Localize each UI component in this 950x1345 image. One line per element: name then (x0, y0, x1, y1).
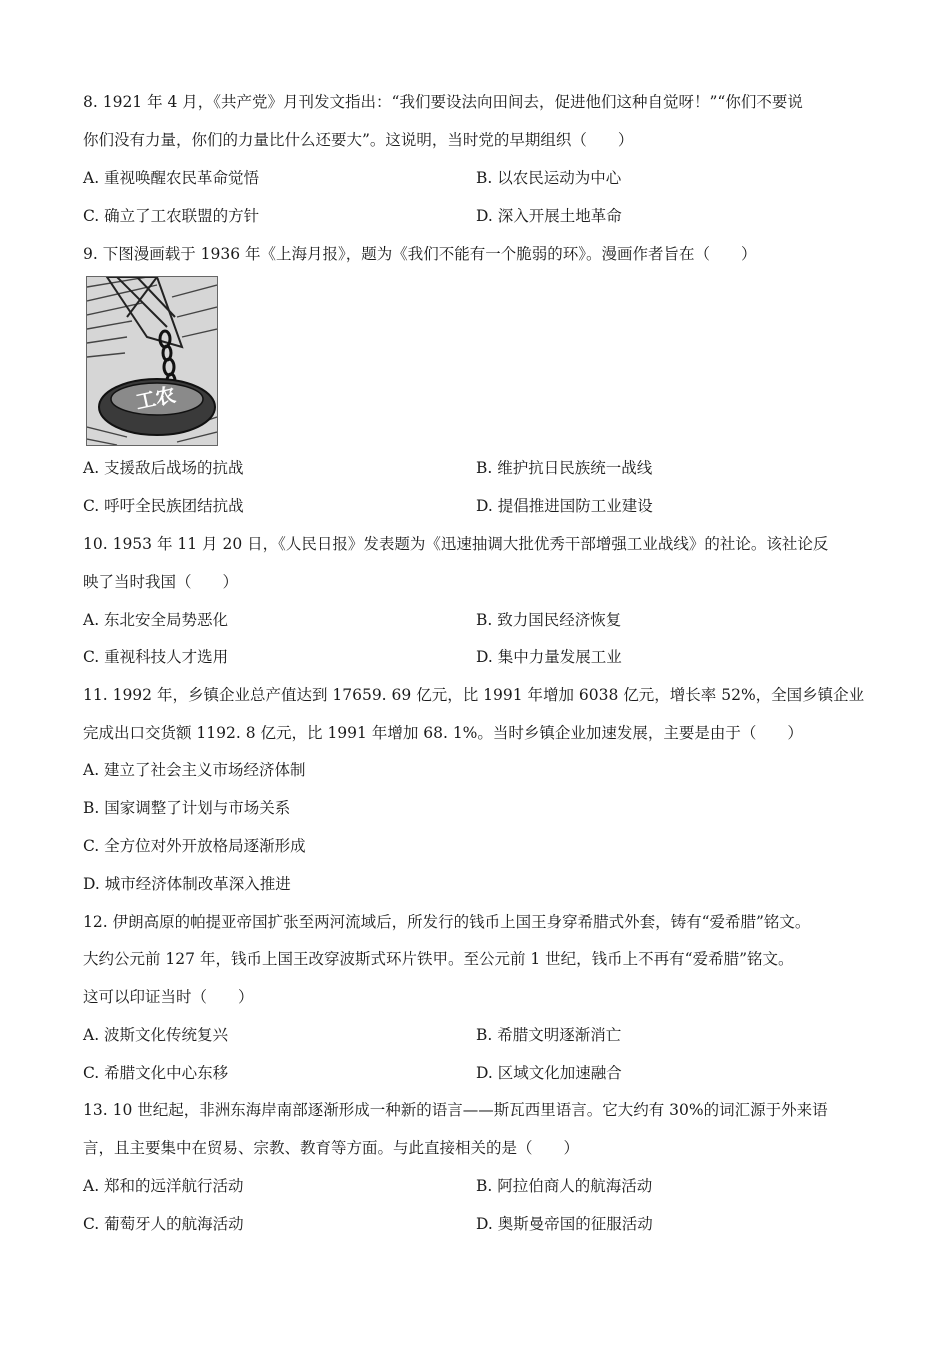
q13-option-b[interactable]: B. 阿拉伯商人的航海活动 (476, 1177, 653, 1195)
q9-option-d[interactable]: D. 提倡推进国防工业建设 (476, 497, 653, 515)
q12-option-d[interactable]: D. 区域文化加速融合 (476, 1064, 622, 1082)
q9-option-a[interactable]: A. 支援敌后战场的抗战 (83, 459, 244, 477)
q8-option-b[interactable]: B. 以农民运动为中心 (476, 169, 622, 187)
q13-stem-line1: 13. 10 世纪起，非洲东海岸南部逐渐形成一种新的语言——斯瓦西里语言。它大约有 30%的词汇源于外来语 (83, 1101, 828, 1119)
q13-option-a[interactable]: A. 郑和的远洋航行活动 (83, 1177, 244, 1195)
q9-cartoon-label: 工农 (133, 382, 178, 415)
q9-option-b[interactable]: B. 维护抗日民族统一战线 (476, 459, 653, 477)
q11-option-a[interactable]: A. 建立了社会主义市场经济体制 (83, 761, 306, 779)
q9-stem-line1: 9. 下图漫画载于 1936 年《上海月报》，题为《我们不能有一个脆弱的环》。漫画作者旨在（ ） (83, 245, 757, 263)
q12-stem-line1: 12. 伊朗高原的帕提亚帝国扩张至两河流域后，所发行的钱币上国王身穿希腊式外套，铸有“爱希腊”铭文。 (83, 913, 811, 931)
q8-stem-line1: 8. 1921 年 4 月，《共产党》月刊发文指出：“我们要设法向田间去，促进他们这种自觉呀！”“你们不要说 (83, 93, 803, 111)
q13-stem-line2: 言，且主要集中在贸易、宗教、教育等方面。与此直接相关的是（ ） (83, 1139, 580, 1157)
q13-option-c[interactable]: C. 葡萄牙人的航海活动 (83, 1215, 244, 1233)
q10-option-a[interactable]: A. 东北安全局势恶化 (83, 611, 229, 629)
q11-option-d[interactable]: D. 城市经济体制改革深入推进 (83, 875, 291, 893)
q8-option-a[interactable]: A. 重视唤醒农民革命觉悟 (83, 169, 260, 187)
q9-cartoon-image (86, 276, 218, 446)
q13-option-d[interactable]: D. 奥斯曼帝国的征服活动 (476, 1215, 653, 1233)
q11-stem-line1: 11. 1992 年，乡镇企业总产值达到 17659. 69 亿元，比 1991 年增加 6038 亿元，增长率 52%，全国乡镇企业 (83, 686, 865, 704)
q11-option-b[interactable]: B. 国家调整了计划与市场关系 (83, 799, 291, 817)
q10-stem-line2: 映了当时我国（ ） (83, 573, 239, 591)
q12-stem-line2: 大约公元前 127 年，钱币上国王改穿波斯式环片铁甲。至公元前 1 世纪，钱币上不再有“爱希腊”铭文。 (83, 950, 794, 968)
q12-option-a[interactable]: A. 波斯文化传统复兴 (83, 1026, 229, 1044)
q8-option-d[interactable]: D. 深入开展土地革命 (476, 207, 622, 225)
q10-stem-line1: 10. 1953 年 11 月 20 日，《人民日报》发表题为《迅速抽调大批优秀干部增强工业战线》的社论。该社论反 (83, 535, 829, 553)
q10-option-c[interactable]: C. 重视科技人才选用 (83, 648, 229, 666)
q10-option-b[interactable]: B. 致力国民经济恢复 (476, 611, 622, 629)
q8-stem-line2: 你们没有力量，你们的力量比什么还要大”。这说明，当时党的早期组织（ ） (83, 131, 634, 149)
q12-stem-line3: 这可以印证当时（ ） (83, 988, 254, 1006)
q9-option-c[interactable]: C. 呼吁全民族团结抗战 (83, 497, 244, 515)
q11-stem-line2: 完成出口交货额 1192. 8 亿元，比 1991 年增加 68. 1%。当时乡镇企业加速发展，主要是由于（ ） (83, 724, 803, 742)
q11-option-c[interactable]: C. 全方位对外开放格局逐渐形成 (83, 837, 306, 855)
q12-option-c[interactable]: C. 希腊文化中心东移 (83, 1064, 229, 1082)
q8-option-c[interactable]: C. 确立了工农联盟的方针 (83, 207, 260, 225)
q12-option-b[interactable]: B. 希腊文明逐渐消亡 (476, 1026, 622, 1044)
q10-option-d[interactable]: D. 集中力量发展工业 (476, 648, 622, 666)
